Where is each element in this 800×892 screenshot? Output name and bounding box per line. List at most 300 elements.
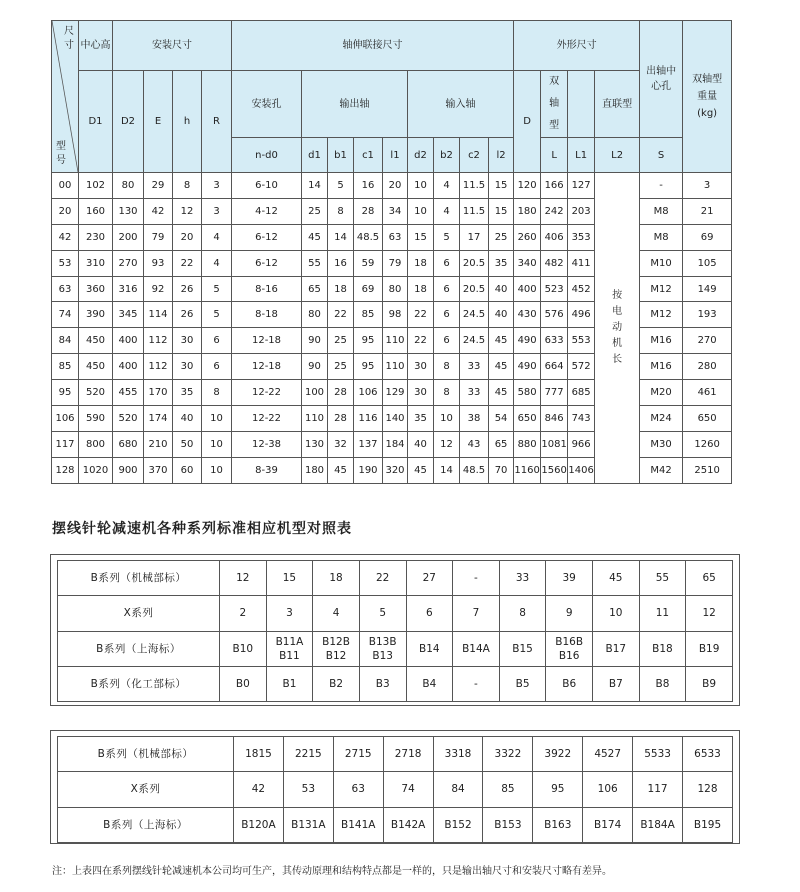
cell-n-d0: 6-10 — [232, 173, 302, 199]
series-cell: 3318 — [433, 737, 483, 772]
cell-L1: 353 — [568, 224, 595, 250]
cell-c2: 43 — [460, 431, 489, 457]
series-label: B系列（机械部标） — [58, 737, 234, 772]
cell-h: 26 — [173, 276, 202, 302]
series-table-2 — [57, 736, 733, 843]
double-weight-header: 双轴型重量(kg) — [683, 21, 732, 173]
series-cell: 63 — [333, 772, 383, 807]
cell-R: 8 — [202, 380, 232, 406]
series-cell: B7 — [593, 666, 640, 701]
series-cell: 3322 — [483, 737, 533, 772]
series-cell: 2215 — [283, 737, 333, 772]
cell-model: 106 — [52, 406, 79, 432]
cell-S: M16 — [640, 328, 683, 354]
col-l2: l2 — [489, 138, 514, 173]
series-row — [58, 807, 733, 842]
cell-l1: 184 — [383, 431, 408, 457]
cell-b1: 22 — [328, 302, 354, 328]
cell-L1: 496 — [568, 302, 595, 328]
series-cell: B5 — [499, 666, 546, 701]
series-cell: B142A — [383, 807, 433, 842]
cell-l2: 40 — [489, 302, 514, 328]
cell-l2: 45 — [489, 328, 514, 354]
series-cell: 6533 — [683, 737, 733, 772]
series-cell: 27 — [406, 561, 453, 596]
series-cell: B2 — [313, 666, 360, 701]
cell-D1: 450 — [79, 354, 113, 380]
cell-l2: 25 — [489, 224, 514, 250]
cell-c2: 33 — [460, 380, 489, 406]
cell-L1: 1406 — [568, 457, 595, 483]
cell-d1: 180 — [302, 457, 328, 483]
cell-l2: 35 — [489, 250, 514, 276]
cell-h: 30 — [173, 328, 202, 354]
cell-d2: 10 — [408, 198, 434, 224]
cell-E: 42 — [144, 198, 173, 224]
series-cell: B11A B11 — [266, 631, 313, 666]
cell-S: M42 — [640, 457, 683, 483]
cell-c1: 59 — [354, 250, 383, 276]
cell-c1: 116 — [354, 406, 383, 432]
cell-D1: 102 — [79, 173, 113, 199]
series-label: B系列（上海标） — [58, 807, 234, 842]
cell-n-d0: 8-16 — [232, 276, 302, 302]
series-cell: B0 — [220, 666, 267, 701]
cell-n-d0: 12-22 — [232, 406, 302, 432]
cell-b2: 8 — [434, 380, 460, 406]
series-cell: 65 — [686, 561, 733, 596]
col-b2: b2 — [434, 138, 460, 173]
cell-l1: 129 — [383, 380, 408, 406]
cell-L: 777 — [541, 380, 568, 406]
series-cell: 84 — [433, 772, 483, 807]
cell-model: 117 — [52, 431, 79, 457]
center-height-header: 中心高 — [79, 21, 113, 71]
cell-n-d0: 12-18 — [232, 328, 302, 354]
cell-c1: 95 — [354, 354, 383, 380]
cell-n-d0: 12-22 — [232, 380, 302, 406]
series-cell: 85 — [483, 772, 533, 807]
cell-b2: 6 — [434, 328, 460, 354]
col-nd0: n-d0 — [232, 138, 302, 173]
cell-h: 12 — [173, 198, 202, 224]
series-cell: B141A — [333, 807, 383, 842]
cell-l2: 45 — [489, 380, 514, 406]
series-cell: - — [453, 561, 500, 596]
cell-D2: 130 — [113, 198, 144, 224]
cell-D: 490 — [514, 354, 541, 380]
cell-c2: 33 — [460, 354, 489, 380]
cell-d1: 55 — [302, 250, 328, 276]
cell-b1: 25 — [328, 328, 354, 354]
col-c2: c2 — [460, 138, 489, 173]
cell-n-d0: 8-18 — [232, 302, 302, 328]
series-cell: B195 — [683, 807, 733, 842]
cell-l2: 15 — [489, 198, 514, 224]
cell-weight: 69 — [683, 224, 732, 250]
series-cell: 2 — [220, 596, 267, 631]
col-D1: D1 — [79, 71, 113, 173]
cell-L1: 127 — [568, 173, 595, 199]
col-c1: c1 — [354, 138, 383, 173]
cell-E: 174 — [144, 406, 173, 432]
series-cell: 8 — [499, 596, 546, 631]
col-D: D — [514, 71, 541, 173]
footnote: 注：上表四在系列摆线针轮减速机本公司均可生产，其传动原理和结构特点都是一样的，只是输出轴尺寸和安装尺寸略有差异。 — [52, 866, 612, 877]
cell-d1: 110 — [302, 406, 328, 432]
cell-h: 35 — [173, 380, 202, 406]
cell-l2: 54 — [489, 406, 514, 432]
cell-L: 406 — [541, 224, 568, 250]
cell-E: 29 — [144, 173, 173, 199]
series-cell: 55 — [639, 561, 686, 596]
cell-weight: 21 — [683, 198, 732, 224]
series-cell: 128 — [683, 772, 733, 807]
series-cell: 33 — [499, 561, 546, 596]
series-cell: B152 — [433, 807, 483, 842]
series-cell: B15 — [499, 631, 546, 666]
cell-D1: 160 — [79, 198, 113, 224]
cell-R: 10 — [202, 406, 232, 432]
cell-d1: 14 — [302, 173, 328, 199]
series-cell: 15 — [266, 561, 313, 596]
cell-c2: 20.5 — [460, 250, 489, 276]
cell-D: 400 — [514, 276, 541, 302]
corner-bottom-label: 型号 — [56, 141, 66, 166]
cell-weight: 2510 — [683, 457, 732, 483]
cell-D: 490 — [514, 328, 541, 354]
cell-L1: 966 — [568, 431, 595, 457]
table-row — [52, 173, 732, 199]
cell-model: 84 — [52, 328, 79, 354]
cell-l1: 98 — [383, 302, 408, 328]
cell-b1: 45 — [328, 457, 354, 483]
cell-weight: 461 — [683, 380, 732, 406]
cell-d2: 45 — [408, 457, 434, 483]
cell-weight: 3 — [683, 173, 732, 199]
cell-D2: 80 — [113, 173, 144, 199]
cell-D2: 270 — [113, 250, 144, 276]
series-cell: B8 — [639, 666, 686, 701]
series-cell: 4527 — [583, 737, 633, 772]
cell-D: 580 — [514, 380, 541, 406]
cell-L: 664 — [541, 354, 568, 380]
cell-d2: 22 — [408, 302, 434, 328]
cell-c1: 106 — [354, 380, 383, 406]
cell-E: 92 — [144, 276, 173, 302]
cell-S: - — [640, 173, 683, 199]
cell-D2: 680 — [113, 431, 144, 457]
cell-d1: 130 — [302, 431, 328, 457]
series-cell: 9 — [546, 596, 593, 631]
cell-R: 3 — [202, 173, 232, 199]
cell-h: 22 — [173, 250, 202, 276]
cell-R: 5 — [202, 302, 232, 328]
cell-D2: 900 — [113, 457, 144, 483]
cell-weight: 270 — [683, 328, 732, 354]
cell-d1: 65 — [302, 276, 328, 302]
series-cell: 53 — [283, 772, 333, 807]
cell-c1: 16 — [354, 173, 383, 199]
cell-l2: 15 — [489, 173, 514, 199]
cell-D: 180 — [514, 198, 541, 224]
series-cell: 11 — [639, 596, 686, 631]
series-row — [58, 666, 733, 701]
cell-d1: 25 — [302, 198, 328, 224]
outline-size-header: 外形尺寸 — [514, 21, 640, 71]
cell-l2: 65 — [489, 431, 514, 457]
cell-h: 20 — [173, 224, 202, 250]
cell-E: 112 — [144, 328, 173, 354]
cell-n-d0: 12-18 — [232, 354, 302, 380]
cell-D: 340 — [514, 250, 541, 276]
series-cell: 4 — [313, 596, 360, 631]
install-size-header: 安装尺寸 — [113, 21, 232, 71]
cell-S: M8 — [640, 224, 683, 250]
cell-L: 523 — [541, 276, 568, 302]
col-L: L — [541, 138, 568, 173]
cell-l1: 63 — [383, 224, 408, 250]
cell-L1: 553 — [568, 328, 595, 354]
series-cell: B13B B13 — [359, 631, 406, 666]
cell-R: 5 — [202, 276, 232, 302]
series-cell: 117 — [633, 772, 683, 807]
cell-h: 60 — [173, 457, 202, 483]
cell-weight: 105 — [683, 250, 732, 276]
cell-D: 650 — [514, 406, 541, 432]
cell-l1: 140 — [383, 406, 408, 432]
series-cell: B6 — [546, 666, 593, 701]
cell-E: 112 — [144, 354, 173, 380]
cell-d2: 18 — [408, 250, 434, 276]
cell-b1: 14 — [328, 224, 354, 250]
cell-R: 10 — [202, 431, 232, 457]
cell-l1: 80 — [383, 276, 408, 302]
series-label: B系列（机械部标） — [58, 561, 220, 596]
cell-h: 26 — [173, 302, 202, 328]
series-cell: 95 — [533, 772, 583, 807]
series-cell: 74 — [383, 772, 433, 807]
cell-l1: 20 — [383, 173, 408, 199]
cell-model: 74 — [52, 302, 79, 328]
col-S: S — [640, 138, 683, 173]
cell-model: 95 — [52, 380, 79, 406]
cell-c1: 69 — [354, 276, 383, 302]
series-cell: 3922 — [533, 737, 583, 772]
cell-model: 128 — [52, 457, 79, 483]
cell-c2: 20.5 — [460, 276, 489, 302]
cell-D2: 520 — [113, 406, 144, 432]
cell-d1: 100 — [302, 380, 328, 406]
cell-c1: 48.5 — [354, 224, 383, 250]
col-D2: D2 — [113, 71, 144, 173]
series-cell: 12 — [220, 561, 267, 596]
col-L2: L2 — [595, 138, 640, 173]
install-hole-header: 安装孔 — [232, 71, 302, 138]
cell-D: 1160 — [514, 457, 541, 483]
cell-n-d0: 6-12 — [232, 224, 302, 250]
series-cell: 5533 — [633, 737, 683, 772]
series-label: X系列 — [58, 772, 234, 807]
dimension-table — [51, 20, 732, 484]
cell-c2: 24.5 — [460, 328, 489, 354]
cell-weight: 280 — [683, 354, 732, 380]
series-cell: 18 — [313, 561, 360, 596]
cell-h: 40 — [173, 406, 202, 432]
cell-l1: 110 — [383, 354, 408, 380]
cell-d1: 45 — [302, 224, 328, 250]
cell-c1: 95 — [354, 328, 383, 354]
cell-weight: 1260 — [683, 431, 732, 457]
output-shaft-header: 输出轴 — [302, 71, 408, 138]
cell-d2: 22 — [408, 328, 434, 354]
cell-D2: 345 — [113, 302, 144, 328]
cell-b1: 5 — [328, 173, 354, 199]
series-cell: B10 — [220, 631, 267, 666]
cell-d2: 10 — [408, 173, 434, 199]
cell-S: M20 — [640, 380, 683, 406]
cell-l1: 34 — [383, 198, 408, 224]
series-cell: B14 — [406, 631, 453, 666]
series-row — [58, 631, 733, 666]
series-cell: B16B B16 — [546, 631, 593, 666]
series-row — [58, 737, 733, 772]
cell-c1: 137 — [354, 431, 383, 457]
double-shaft-type-header: 双轴型 — [541, 71, 568, 138]
series-cell: B4 — [406, 666, 453, 701]
cell-D1: 360 — [79, 276, 113, 302]
series-cell: - — [453, 666, 500, 701]
series-cell: 3 — [266, 596, 313, 631]
cell-L: 1081 — [541, 431, 568, 457]
cell-model: 00 — [52, 173, 79, 199]
cell-S: M30 — [640, 431, 683, 457]
col-L1: L1 — [568, 138, 595, 173]
cell-c2: 24.5 — [460, 302, 489, 328]
col-E: E — [144, 71, 173, 173]
input-shaft-header: 输入轴 — [408, 71, 514, 138]
cell-S: M10 — [640, 250, 683, 276]
dimension-table-body — [52, 173, 732, 484]
series-cell: B12B B12 — [313, 631, 360, 666]
cell-n-d0: 8-39 — [232, 457, 302, 483]
cell-b1: 28 — [328, 406, 354, 432]
cell-model: 53 — [52, 250, 79, 276]
series-cell: 10 — [593, 596, 640, 631]
series-cell: B153 — [483, 807, 533, 842]
cell-S: M16 — [640, 354, 683, 380]
cell-R: 10 — [202, 457, 232, 483]
cell-weight: 193 — [683, 302, 732, 328]
series-cell: B184A — [633, 807, 683, 842]
cell-h: 50 — [173, 431, 202, 457]
cell-l2: 40 — [489, 276, 514, 302]
cell-c2: 17 — [460, 224, 489, 250]
l2-note-cell — [595, 173, 640, 484]
series-cell: 1815 — [234, 737, 284, 772]
series-cell: 39 — [546, 561, 593, 596]
cell-l1: 79 — [383, 250, 408, 276]
cell-model: 42 — [52, 224, 79, 250]
cell-D1: 590 — [79, 406, 113, 432]
series-label: B系列（化工部标） — [58, 666, 220, 701]
cell-model: 63 — [52, 276, 79, 302]
cell-L: 166 — [541, 173, 568, 199]
cell-b2: 4 — [434, 198, 460, 224]
col-d2: d2 — [408, 138, 434, 173]
cell-d2: 35 — [408, 406, 434, 432]
cell-b1: 16 — [328, 250, 354, 276]
cell-L: 576 — [541, 302, 568, 328]
cell-E: 210 — [144, 431, 173, 457]
cell-S: M12 — [640, 276, 683, 302]
cell-S: M24 — [640, 406, 683, 432]
cell-n-d0: 4-12 — [232, 198, 302, 224]
cell-E: 79 — [144, 224, 173, 250]
corner-cell — [52, 21, 79, 173]
series-table-1 — [57, 560, 733, 702]
series-cell: B120A — [234, 807, 284, 842]
cell-d2: 18 — [408, 276, 434, 302]
cell-b2: 6 — [434, 250, 460, 276]
col-h: h — [173, 71, 202, 173]
direct-type-header: 直联型 — [595, 71, 640, 138]
cell-b1: 18 — [328, 276, 354, 302]
series-row — [58, 561, 733, 596]
cell-D1: 520 — [79, 380, 113, 406]
cell-L1: 743 — [568, 406, 595, 432]
series-cell: B17 — [593, 631, 640, 666]
cell-E: 370 — [144, 457, 173, 483]
cell-b2: 14 — [434, 457, 460, 483]
cell-L: 242 — [541, 198, 568, 224]
cell-d1: 80 — [302, 302, 328, 328]
cell-D: 880 — [514, 431, 541, 457]
out-center-hole-header: 出轴中心孔 — [640, 21, 683, 138]
series-cell: 22 — [359, 561, 406, 596]
series-label: B系列（上海标） — [58, 631, 220, 666]
cell-l1: 110 — [383, 328, 408, 354]
series-cell: B19 — [686, 631, 733, 666]
cell-c2: 48.5 — [460, 457, 489, 483]
cell-l1: 320 — [383, 457, 408, 483]
cell-L1: 452 — [568, 276, 595, 302]
series-cell: 2715 — [333, 737, 383, 772]
cell-d2: 40 — [408, 431, 434, 457]
cell-d1: 90 — [302, 328, 328, 354]
blank-header — [568, 71, 595, 138]
series-cell: B163 — [533, 807, 583, 842]
cell-R: 6 — [202, 328, 232, 354]
cell-h: 8 — [173, 173, 202, 199]
cell-b1: 32 — [328, 431, 354, 457]
series-cell: B131A — [283, 807, 333, 842]
series-table-1-frame — [50, 554, 740, 706]
cell-L1: 685 — [568, 380, 595, 406]
series-table-2-frame — [50, 730, 740, 844]
comparison-heading: 摆线针轮减速机各种系列标准相应机型对照表 — [52, 521, 352, 537]
cell-b2: 10 — [434, 406, 460, 432]
series-label: X系列 — [58, 596, 220, 631]
cell-n-d0: 12-38 — [232, 431, 302, 457]
cell-S: M8 — [640, 198, 683, 224]
cell-d2: 30 — [408, 380, 434, 406]
cell-E: 93 — [144, 250, 173, 276]
cell-weight: 650 — [683, 406, 732, 432]
cell-b2: 12 — [434, 431, 460, 457]
cell-D: 260 — [514, 224, 541, 250]
cell-D2: 400 — [113, 354, 144, 380]
